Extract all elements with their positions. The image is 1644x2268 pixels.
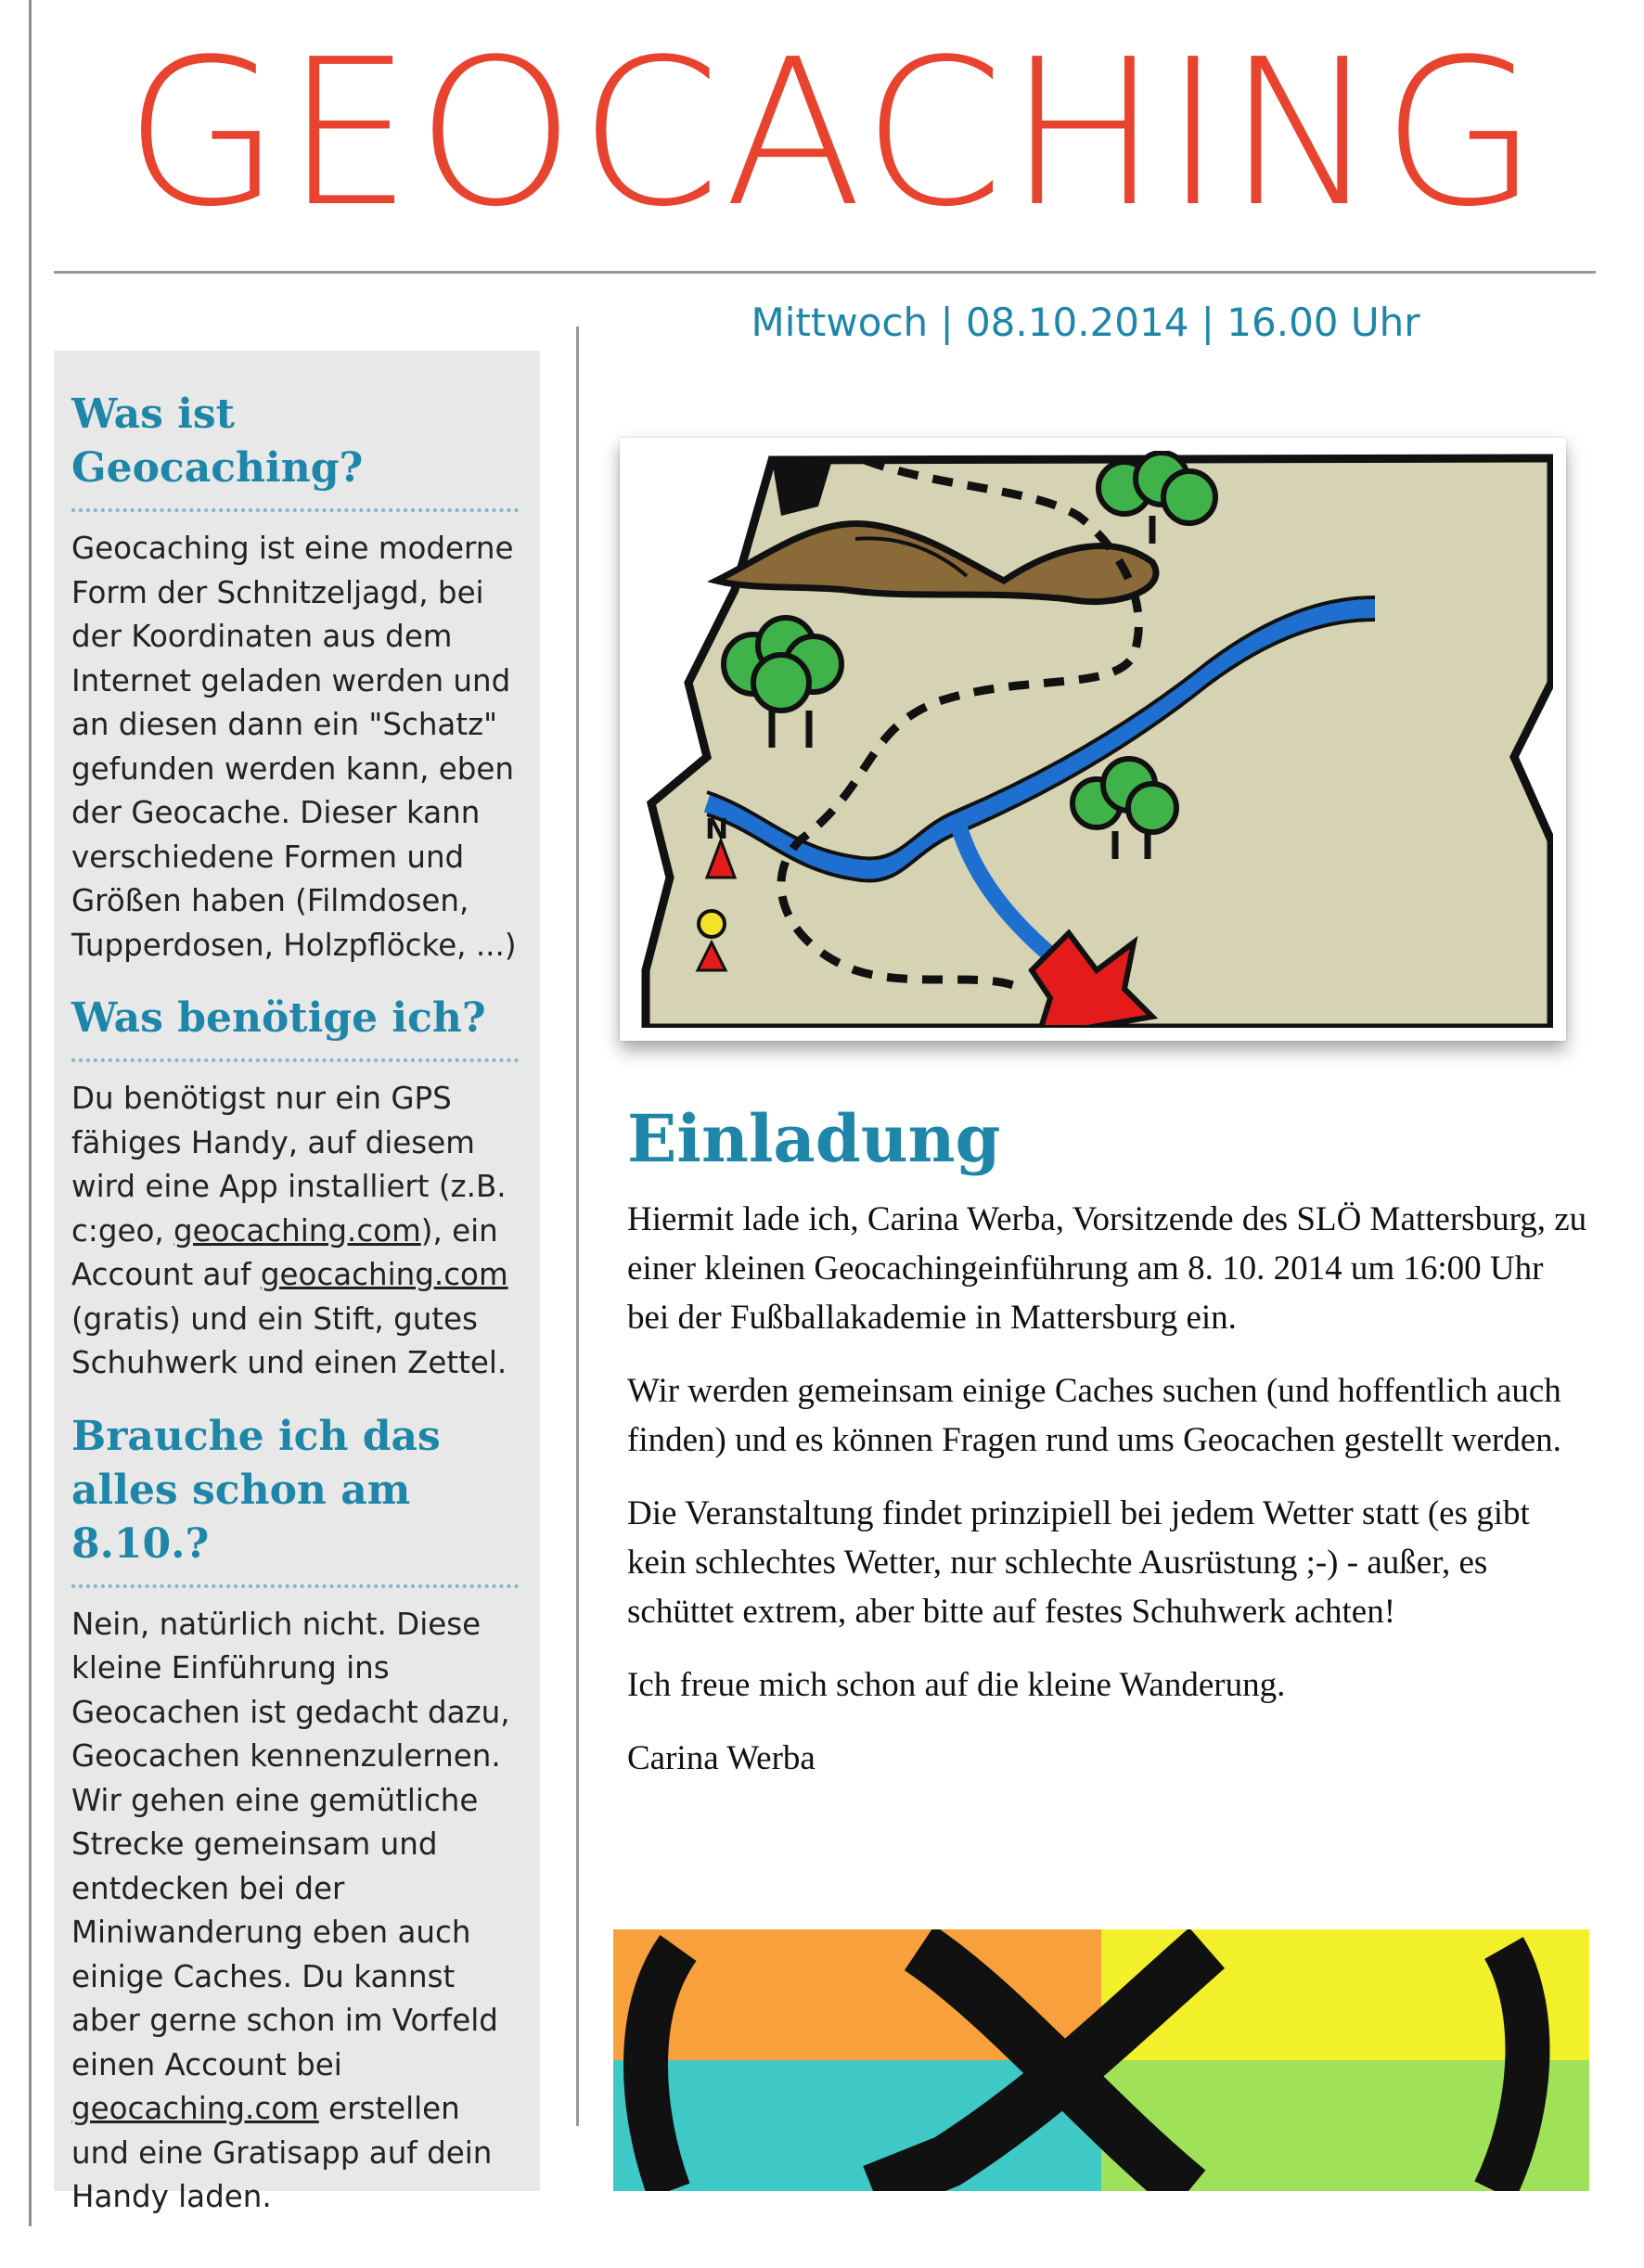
info-sidebar — [54, 351, 540, 2214]
sidebar-heading-needed-already: Brauche ich das alles schon am 8.10.? — [71, 1412, 441, 1568]
geocaching-link[interactable]: geocaching.com — [71, 2091, 319, 2126]
invitation-paragraph: Ich freue mich schon auf die kleine Wanderung. — [627, 1666, 1286, 1704]
sidebar-text-requirements: Du benötigst nur ein GPS fähiges Handy, auf diesem wird eine App installiert (z.B. c:geo, geocaching.com), ein Account auf geocaching.com (gratis) und ein Stift, gutes Schuhwerk und einen Zettel. — [71, 1081, 508, 1380]
treasure-map-image — [620, 438, 1566, 1041]
page-edge-line — [29, 0, 32, 2226]
treasure-map-illustration — [633, 451, 1553, 1028]
geocaching-link[interactable]: geocaching.com — [260, 1257, 508, 1292]
invitation-paragraph: Die Veranstaltung findet prinzipiell bei jedem Wetter statt (es gibt kein schlechtes Wetter, nur schlechte Ausrüstung ;-) - außer, es schüttet extrem, aber bitte auf festes Schuhwerk achten! — [627, 1494, 1530, 1631]
dotted-divider — [71, 508, 519, 512]
dotted-divider — [71, 1058, 519, 1062]
invitation-paragraph: Hiermit lade ich, Carina Werba, Vorsitzende des SLÖ Mattersburg, zu einer kleinen Geocachingeinführung am 8. 10. 2014 um 16:00 Uhr bei der Fußballakademie in Mattersburg ein. — [627, 1200, 1587, 1337]
invitation-paragraph: Wir werden gemeinsam einige Caches suchen (und hoffentlich auch finden) und es können Fragen rund ums Geocachen gestellt werden. — [627, 1372, 1561, 1459]
title-divider — [54, 271, 1596, 274]
invitation-body — [627, 1195, 1592, 1807]
sidebar-heading-what-is: Was ist Geocaching? — [71, 391, 364, 492]
column-divider — [576, 327, 579, 2126]
sidebar-text-needed-already: Nein, natürlich nicht. Diese kleine Einführung ins Geocachen ist gedacht dazu, Geocachen kennenzulernen. Wir gehen eine gemütliche Strecke gemeinsam und entdecken bei der Miniwanderung eben auch einige Caches. Du kannst aber gerne schon im Vorfeld einen Account bei geocaching.com erstellen und eine Gratisapp auf dein Handy laden. — [71, 1606, 510, 2214]
dotted-divider — [71, 1584, 519, 1588]
geocaching-logo — [613, 1929, 1589, 2191]
signature-name: Carina Werba — [627, 1739, 816, 1777]
sidebar-heading-requirements: Was benötige ich? — [71, 994, 486, 1042]
svg-text:N: N — [705, 814, 729, 846]
sidebar-text-what-is: Geocaching ist eine moderne Form der Schnitzeljagd, bei der Koordinaten aus dem Internet geladen werden und an diesen dann ein "Schatz" gefunden werden kann, eben der Geocache. Dieser kann verschiedene Formen und Größen haben (Filmdosen, Tupperdosen, Holzpflöcke, ...) — [71, 531, 517, 963]
geocaching-link[interactable]: geocaching.com — [173, 1212, 421, 1249]
page-title: GEOCACHING — [123, 17, 1543, 251]
geocaching-logo-image — [613, 1929, 1589, 2191]
invitation-heading: Einladung — [627, 1100, 1001, 1177]
date-line: Mittwoch | 08.10.2014 | 16.00 Uhr — [751, 300, 1420, 345]
